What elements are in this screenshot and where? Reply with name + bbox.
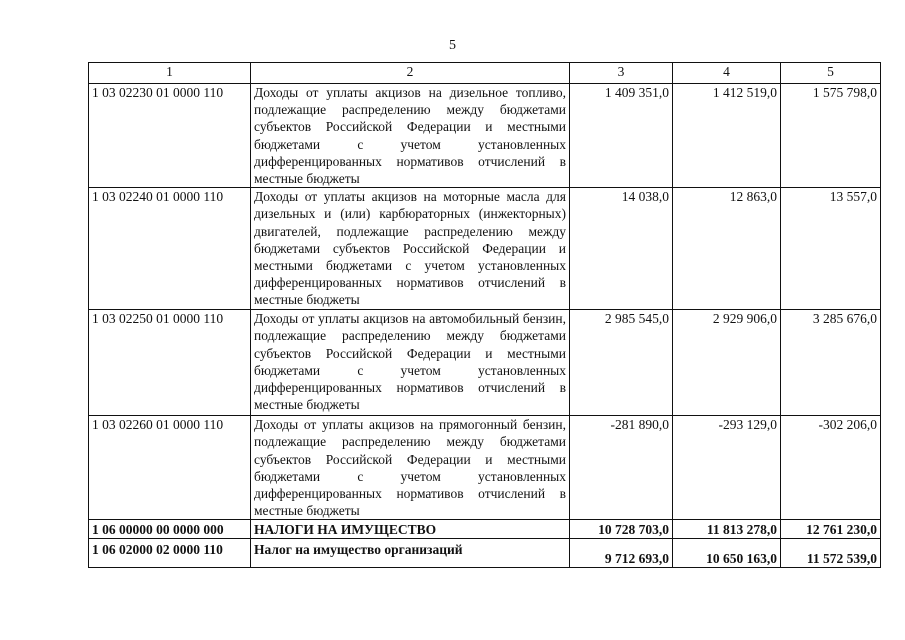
table-row (89, 520, 881, 539)
row-code: 1 03 02230 01 0000 110 (89, 84, 251, 188)
row-value-col4: 1 412 519,0 (673, 84, 781, 188)
row-value-col4: 10 650 163,0 (673, 539, 781, 568)
page-number: 5 (449, 38, 456, 53)
row-value-col5: -302 206,0 (781, 416, 881, 520)
budget-revenue-table (88, 62, 881, 568)
row-name: Налог на имущество организаций (251, 539, 570, 568)
row-value-col4: 2 929 906,0 (673, 310, 781, 416)
row-name: Доходы от уплаты акцизов на прямогонный бензин, подлежащие распределению между бюджетами субъектов Российской Федерации и местными бюджетами с учетом установленных дифференцированных нормативов отчислений в местные бюджеты (251, 416, 570, 520)
row-value-col3: 10 728 703,0 (570, 520, 673, 539)
row-code: 1 03 02250 01 0000 110 (89, 310, 251, 416)
row-code: 1 03 02240 01 0000 110 (89, 188, 251, 310)
column-header-5: 5 (781, 63, 881, 84)
table-row (89, 188, 881, 310)
row-value-col3: 9 712 693,0 (570, 539, 673, 568)
row-value-col3: 2 985 545,0 (570, 310, 673, 416)
row-name: Доходы от уплаты акцизов на дизельное топливо, подлежащие распределению между бюджетами субъектов Российской Федерации и местными бюджетами с учетом установленных дифференцированных нормативов отчислений в местные бюджеты (251, 84, 570, 188)
table-row (89, 416, 881, 520)
row-value-col3: 1 409 351,0 (570, 84, 673, 188)
row-value-col3: -281 890,0 (570, 416, 673, 520)
row-name: НАЛОГИ НА ИМУЩЕСТВО (251, 520, 570, 539)
column-header-2: 2 (251, 63, 570, 84)
row-value-col5: 12 761 230,0 (781, 520, 881, 539)
row-code: 1 06 02000 02 0000 110 (89, 539, 251, 568)
column-header-3: 3 (570, 63, 673, 84)
row-value-col4: 12 863,0 (673, 188, 781, 310)
row-value-col5: 13 557,0 (781, 188, 881, 310)
row-value-col4: -293 129,0 (673, 416, 781, 520)
row-value-col3: 14 038,0 (570, 188, 673, 310)
row-value-col5: 3 285 676,0 (781, 310, 881, 416)
column-header-1: 1 (89, 63, 251, 84)
table-row (89, 84, 881, 188)
row-value-col5: 1 575 798,0 (781, 84, 881, 188)
table-header-row (89, 63, 881, 84)
row-code: 1 03 02260 01 0000 110 (89, 416, 251, 520)
row-value-col5: 11 572 539,0 (781, 539, 881, 568)
row-code: 1 06 00000 00 0000 000 (89, 520, 251, 539)
row-name: Доходы от уплаты акцизов на автомобильный бензин, подлежащие распределению между бюджетами субъектов Российской Федерации и местными бюджетами с учетом установленных дифференцированных нормативов отчислений в местные бюджеты (251, 310, 570, 416)
table-row (89, 310, 881, 416)
table-row (89, 539, 881, 568)
row-value-col4: 11 813 278,0 (673, 520, 781, 539)
column-header-4: 4 (673, 63, 781, 84)
row-name: Доходы от уплаты акцизов на моторные масла для дизельных и (или) карбюраторных (инжекторных) двигателей, подлежащие распределению между бюджетами субъектов Российской Федерации и местными бюджетами с учетом установленных дифференцированных нормативов отчислений в местные бюджеты (251, 188, 570, 310)
